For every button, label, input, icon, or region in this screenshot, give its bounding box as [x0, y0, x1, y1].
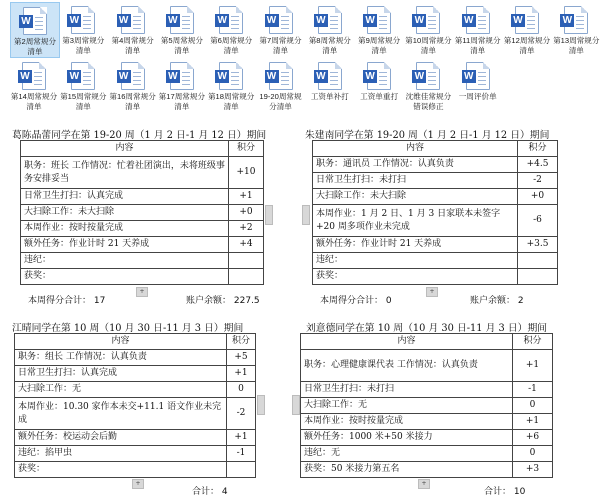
total-label: 合计：: [192, 487, 220, 497]
row-content: 职务：通讯员 工作情况：认真负责: [313, 157, 518, 173]
file-item[interactable]: [59, 58, 107, 112]
file-name: 第4周常规分清单: [111, 36, 154, 55]
table-row: [313, 189, 558, 205]
word-document-icon: W: [22, 62, 46, 90]
file-item[interactable]: [454, 2, 502, 56]
row-score: -6: [518, 205, 558, 237]
file-name: 第14周常规分清单: [10, 92, 58, 111]
row-score: 0: [227, 382, 256, 398]
balance-value: 227.5: [233, 296, 260, 306]
side-resize-handle[interactable]: [292, 395, 300, 415]
row-score: +10: [229, 157, 264, 189]
row-content: 违纪：: [313, 253, 518, 269]
file-item[interactable]: [355, 58, 403, 102]
file-name: 第10周常规分清单: [405, 36, 452, 55]
card-title: 江晴同学在第 10 周（10 月 30 日-11 月 3 日）期间: [12, 323, 244, 334]
header-content: 内容: [313, 141, 518, 157]
row-content: 获奖：: [21, 269, 229, 285]
row-score: +1: [513, 414, 553, 430]
row-content: 大扫除工作：无: [301, 398, 513, 414]
row-content: 大扫除工作：未大扫除: [21, 205, 229, 221]
file-item[interactable]: [10, 2, 60, 58]
table-header-row: [21, 141, 264, 157]
word-document-icon: W: [170, 6, 194, 34]
word-document-icon: W: [219, 6, 243, 34]
row-score: +1: [229, 189, 264, 205]
word-document-icon: W: [318, 62, 342, 90]
row-content: 职务：班长 工作情况：忙着社团演出，未将班级事务安排妥当: [21, 157, 229, 189]
file-name: 工资单补打: [310, 92, 349, 101]
file-item[interactable]: [10, 58, 58, 112]
header-score: 积分: [513, 334, 553, 350]
score-table: [300, 333, 553, 478]
file-name: 一周评价单: [458, 92, 497, 101]
file-item[interactable]: [109, 58, 157, 112]
row-score: -1: [513, 382, 553, 398]
resize-handle[interactable]: +: [136, 287, 148, 297]
word-document-icon: W: [416, 6, 440, 34]
row-content: 额外任务：作业计时 21 天养成: [21, 237, 229, 253]
file-name: 工资单重打: [360, 92, 399, 101]
word-document-icon: W: [318, 6, 342, 34]
file-name: 第6周常规分清单: [210, 36, 253, 55]
row-content: 本周作业：10.30 家作本未交+11.1 语文作业未完成: [15, 398, 227, 430]
total-value: 4: [221, 487, 228, 497]
row-content: 额外任务：1000 米+50 米接力: [301, 430, 513, 446]
row-content: 违纪：无: [301, 446, 513, 462]
header-score: 积分: [227, 334, 256, 350]
table-row: [15, 350, 256, 366]
table-row: [15, 382, 256, 398]
word-document-icon: W: [219, 62, 243, 90]
file-name: 第15周常规分清单: [60, 92, 107, 111]
file-item[interactable]: [158, 58, 206, 112]
table-row: [15, 366, 256, 382]
file-name: 第9周常规分清单: [357, 36, 401, 55]
row-score: [518, 253, 558, 269]
row-score: +2: [229, 221, 264, 237]
row-content: 日常卫生打扫：未打扫: [301, 382, 513, 398]
table-row: [21, 221, 264, 237]
header-content: 内容: [15, 334, 227, 350]
file-name: 第16周常规分清单: [109, 92, 156, 111]
week-total: [28, 293, 105, 306]
balance-value: 2: [517, 296, 524, 306]
file-item[interactable]: [207, 2, 255, 56]
file-name: 第7周常规分清单: [259, 36, 302, 55]
file-item[interactable]: [59, 2, 107, 56]
total-value: 0: [385, 296, 392, 306]
row-score: +1: [227, 430, 256, 446]
card-title: 朱建南同学在第 19-20 周（1 月 2 日-1 月 12 日）期间: [305, 130, 550, 141]
table-row: [21, 189, 264, 205]
row-score: +4.5: [518, 157, 558, 173]
total-value: 10: [513, 487, 526, 497]
side-resize-handle[interactable]: [257, 395, 265, 415]
table-row: [313, 269, 558, 285]
row-score: -2: [518, 173, 558, 189]
score-table: [20, 140, 264, 285]
file-name: 第11周常规分清单: [454, 36, 501, 55]
row-content: 日常卫生打扫：认真完成: [15, 366, 227, 382]
row-content: 大扫除工作：未大扫除: [313, 189, 518, 205]
file-name: 第13周常规分清单: [553, 36, 600, 55]
word-document-icon: W: [269, 6, 293, 34]
table-row: [301, 446, 553, 462]
row-score: [227, 462, 256, 478]
row-content: 违纪：: [21, 253, 229, 269]
row-score: +4: [229, 237, 264, 253]
row-score: +6: [513, 430, 553, 446]
table-row: [15, 462, 256, 478]
file-name: 第12周常规分清单: [503, 36, 551, 55]
table-row: [313, 173, 558, 189]
row-content: 违纪：掐甲虫: [15, 446, 227, 462]
total: [192, 484, 228, 497]
header-score: 积分: [518, 141, 558, 157]
row-score: 0: [513, 398, 553, 414]
row-score: +3: [513, 462, 553, 478]
table-header-row: [15, 334, 256, 350]
row-score: [518, 269, 558, 285]
card-title: 葛陈晶蕾同学在第 19-20 周（1 月 2 日-1 月 12 日）期间: [12, 130, 267, 141]
table-row: [301, 398, 553, 414]
row-score: 0: [513, 446, 553, 462]
row-score: +0: [518, 189, 558, 205]
file-item[interactable]: [158, 2, 206, 56]
card-title: 刘意德同学在第 10 周（10 月 30 日-11 月 3 日）期间: [306, 323, 548, 334]
file-item[interactable]: [257, 58, 305, 112]
row-score: -2: [227, 398, 256, 430]
table-row: [15, 430, 256, 446]
side-resize-handle[interactable]: [265, 205, 273, 225]
row-content: 日常卫生打扫：认真完成: [21, 189, 229, 205]
row-content: 获奖：: [313, 269, 518, 285]
row-score: +5: [227, 350, 256, 366]
file-name: 沈维佳常规分 错误修正: [405, 92, 452, 111]
row-score: +1: [227, 366, 256, 382]
file-name: 第3周常规分清单: [62, 36, 105, 55]
table-row: [21, 157, 264, 189]
table-row: [15, 446, 256, 462]
table-header-row: [313, 141, 558, 157]
word-document-icon: W: [71, 6, 95, 34]
total-label: 本周得分合计：: [320, 296, 384, 306]
file-item[interactable]: [257, 2, 305, 56]
file-item[interactable]: [552, 2, 600, 56]
file-grid: [0, 0, 600, 122]
table-row: [301, 414, 553, 430]
total: [484, 484, 525, 497]
word-document-icon: W: [466, 62, 490, 90]
file-item[interactable]: [404, 58, 452, 112]
total-label: 合计：: [484, 487, 512, 497]
file-item[interactable]: [306, 58, 354, 102]
file-name: 第8周常规分清单: [308, 36, 351, 55]
row-content: 职务：心理健康课代表 工作情况：认真负责: [301, 350, 513, 382]
table-row: [301, 350, 553, 382]
file-item[interactable]: [355, 2, 403, 56]
file-item[interactable]: [404, 2, 452, 56]
row-content: 获奖：: [15, 462, 227, 478]
word-document-icon: W: [170, 62, 194, 90]
word-document-icon: W: [269, 62, 293, 90]
file-name: 第5周常规分清单: [160, 36, 203, 55]
table-row: [313, 205, 558, 237]
side-resize-handle[interactable]: [302, 205, 310, 225]
word-document-icon: W: [71, 62, 95, 90]
table-row: [15, 398, 256, 430]
row-content: 额外任务：作业计时 21 天养成: [313, 237, 518, 253]
word-document-icon: W: [23, 7, 47, 35]
word-document-icon: W: [564, 6, 588, 34]
row-content: 大扫除工作：无: [15, 382, 227, 398]
row-score: +3.5: [518, 237, 558, 253]
row-content: 获奖：50 米接力第五名: [301, 462, 513, 478]
file-name: 第2周常规分清单: [13, 37, 57, 56]
file-item[interactable]: [306, 2, 354, 56]
file-name: 19-20周常规分清单: [259, 92, 302, 111]
file-item[interactable]: [503, 2, 551, 56]
table-row: [301, 430, 553, 446]
row-score: +0: [229, 205, 264, 221]
file-name: 第17周常规分清单: [158, 92, 206, 111]
balance-label: 账户余额：: [186, 296, 232, 306]
header-score: 积分: [229, 141, 264, 157]
table-row: [301, 462, 553, 478]
row-content: 额外任务：校运动会后勤: [15, 430, 227, 446]
table-header-row: [301, 334, 553, 350]
table-row: [21, 253, 264, 269]
file-item[interactable]: [454, 58, 502, 102]
account-balance: [470, 293, 524, 306]
table-row: [313, 237, 558, 253]
row-content: 职务：组长 工作情况：认真负责: [15, 350, 227, 366]
row-score: +1: [513, 350, 553, 382]
row-score: [229, 253, 264, 269]
table-row: [21, 269, 264, 285]
balance-label: 账户余额：: [470, 296, 516, 306]
row-score: [229, 269, 264, 285]
total-value: 17: [93, 296, 106, 306]
file-item[interactable]: [109, 2, 157, 56]
word-document-icon: W: [367, 62, 391, 90]
header-content: 内容: [21, 141, 229, 157]
row-content: 本周作业：按时按量完成: [301, 414, 513, 430]
word-document-icon: W: [367, 6, 391, 34]
table-row: [21, 205, 264, 221]
word-document-icon: W: [416, 62, 440, 90]
word-document-icon: W: [121, 6, 145, 34]
file-name: 第18周常规分清单: [207, 92, 255, 111]
score-table: [312, 140, 558, 285]
header-content: 内容: [301, 334, 513, 350]
resize-handle[interactable]: +: [132, 479, 144, 489]
account-balance: [186, 293, 260, 306]
row-content: 本周作业：1 月 2 日、1 月 3 日家联本未签字+20 周多项作业未完成: [313, 205, 518, 237]
word-document-icon: W: [515, 6, 539, 34]
table-row: [21, 237, 264, 253]
table-row: [313, 157, 558, 173]
total-label: 本周得分合计：: [28, 296, 92, 306]
table-row: [313, 253, 558, 269]
word-document-icon: W: [121, 62, 145, 90]
score-table: [14, 333, 256, 478]
resize-handle[interactable]: +: [418, 479, 430, 489]
word-document-icon: W: [466, 6, 490, 34]
table-row: [301, 382, 553, 398]
row-content: 本周作业：按时按量完成: [21, 221, 229, 237]
file-item[interactable]: [207, 58, 255, 112]
week-total: [320, 293, 392, 306]
row-score: -1: [227, 446, 256, 462]
resize-handle[interactable]: +: [426, 287, 438, 297]
row-content: 日常卫生打扫：未打扫: [313, 173, 518, 189]
